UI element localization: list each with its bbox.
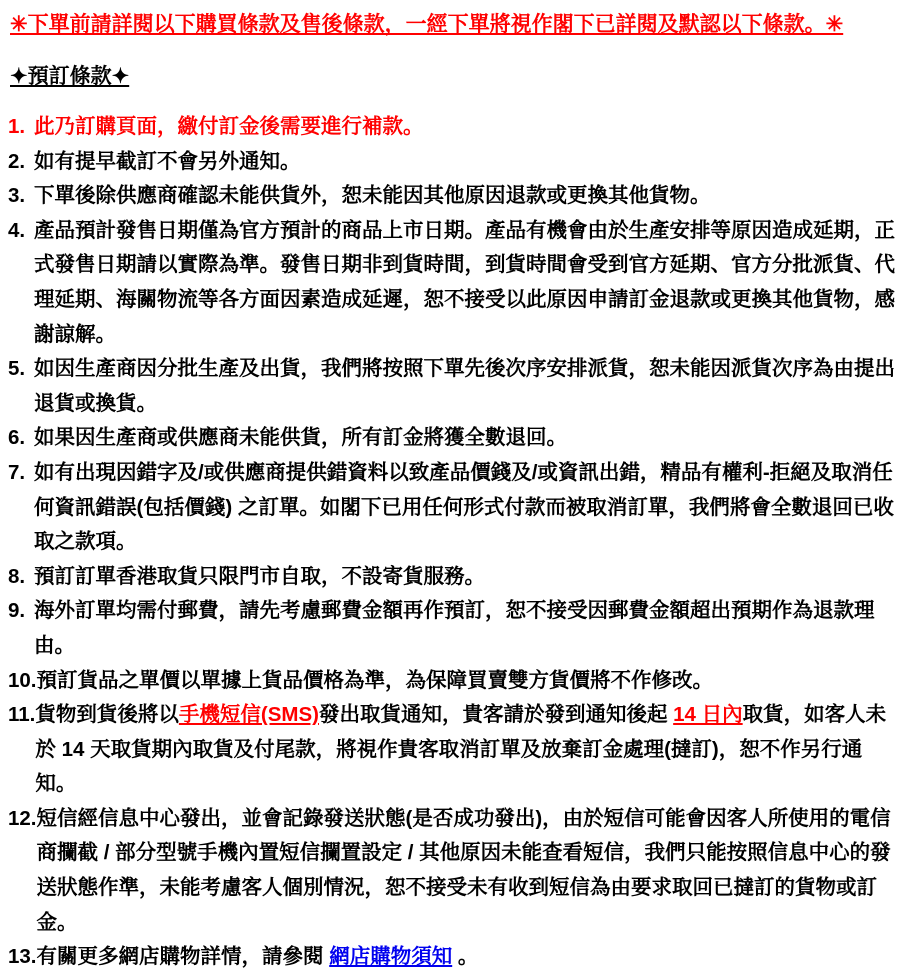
term-number: 11.	[8, 703, 36, 727]
term-number: 8.	[8, 564, 26, 588]
term-segment: 發出取貨通知，貴客請於發到通知後起	[318, 703, 674, 727]
term-segment: 預訂訂單香港取貨只限門市自取，不設寄貨服務。	[34, 564, 485, 588]
term-text	[35, 698, 899, 802]
term-item-10	[8, 664, 899, 699]
term-segment: 如果因生產商或供應商未能供貨，所有訂金將獲全數退回。	[34, 426, 567, 450]
term-item-8	[8, 560, 899, 595]
term-item-1	[8, 110, 899, 145]
term-segment: 海外訂單均需付郵費，請先考慮郵費金額再作預訂，恕不接受因郵費金額超出預期作為退款理由。	[34, 599, 875, 657]
notice-title: ✳下單前請詳閱以下購買條款及售後條款，一經下單將視作閣下已詳閱及默認以下條款。✳	[10, 13, 844, 36]
term-item-13	[8, 940, 899, 975]
term-segment: 此乃訂購頁面，繳付訂金後需要進行補款。	[34, 115, 424, 138]
term-number: 13.	[8, 945, 37, 969]
term-number: 6.	[8, 426, 26, 450]
term-number: 1.	[8, 115, 26, 138]
section-header-preorder-terms: ✦預訂條款✦	[10, 65, 130, 88]
term-number: 7.	[8, 460, 26, 484]
term-item-12	[8, 802, 899, 940]
term-segment: 。	[452, 945, 479, 969]
term-item-3	[8, 179, 899, 214]
term-item-7	[8, 456, 899, 560]
term-segment: 如有出現因錯字及/或供應商提供錯資料以致產品價錢及/或資訊出錯，精品有權利-拒絕及取消任何資訊錯誤(包括價錢) 之訂單。如閣下已用任何形式付款而被取消訂單，我們將會全數退回已收取之款項。	[34, 460, 894, 554]
terms-list	[8, 110, 899, 975]
term-segment: 如有提早截訂不會另外通知。	[34, 149, 301, 173]
term-number: 9.	[8, 599, 26, 623]
term-item-9	[8, 594, 899, 663]
term-text	[34, 560, 899, 595]
term-segment: 產品預計發售日期僅為官方預計的商品上市日期。產品有機會由於生產安排等原因造成延期，正式發售日期請以實際為準。發售日期非到貨時間，到貨時間會受到官方延期、官方分批派貨、代理延期、海關物流等各方面因素造成延遲，恕不接受以此原因申請訂金退款或更換其他貨物，感謝諒解。	[34, 218, 895, 346]
highlight-sms: 手機短信(SMS)	[178, 703, 319, 727]
term-number: 12.	[8, 806, 37, 830]
term-segment: 有關更多網店購物詳情，請參閱	[36, 945, 330, 969]
term-segment: 短信經信息中心發出，並會記錄發送狀態(是否成功發出)，由於短信可能會因客人所使用的電信商攔截 / 部分型號手機內置短信攔置設定 / 其他原因未能查看短信，我們只能按照信息中心的發送狀態作準，未能考慮客人個別情況，恕不接受未有收到短信為由要求取回已撻訂的貨物或訂金。	[36, 806, 891, 934]
term-text	[34, 214, 899, 352]
term-text	[34, 421, 899, 456]
term-text	[34, 110, 899, 145]
term-number: 2.	[8, 149, 26, 173]
term-number: 4.	[8, 218, 26, 242]
term-item-5	[8, 352, 899, 421]
term-segment: 下單後除供應商確認未能供貨外，恕未能因其他原因退款或更換其他貨物。	[34, 184, 711, 208]
term-text	[34, 179, 899, 214]
term-text	[34, 352, 899, 421]
term-text	[34, 594, 899, 663]
term-text	[37, 940, 900, 975]
term-item-6	[8, 421, 899, 456]
term-segment: 貨物到貨後將以	[35, 703, 179, 727]
shop-guide-link[interactable]: 網店購物須知	[329, 945, 453, 969]
term-item-2	[8, 145, 899, 180]
term-text	[34, 145, 899, 180]
highlight-14-days: 14 日內	[673, 703, 743, 727]
term-number: 3.	[8, 184, 26, 208]
term-text	[37, 664, 900, 699]
term-segment: 預訂貨品之單價以單據上貨品價格為準，為保障買賣雙方貨價將不作修改。	[36, 668, 713, 692]
term-number: 5.	[8, 357, 26, 381]
term-segment: 取貨，如客人未於 14 天取貨期內取貨及付尾款，將視作貴客取消訂單及放棄訂金處理(撻訂)，恕不作另行通知。	[35, 703, 887, 796]
term-text	[34, 456, 899, 560]
term-item-4	[8, 214, 899, 352]
term-segment: 如因生產商因分批生產及出貨，我們將按照下單先後次序安排派貨，恕未能因派貨次序為由提出退貨或換貨。	[34, 357, 895, 415]
term-text	[37, 802, 900, 940]
term-item-11	[8, 698, 899, 802]
term-number: 10.	[8, 668, 37, 692]
